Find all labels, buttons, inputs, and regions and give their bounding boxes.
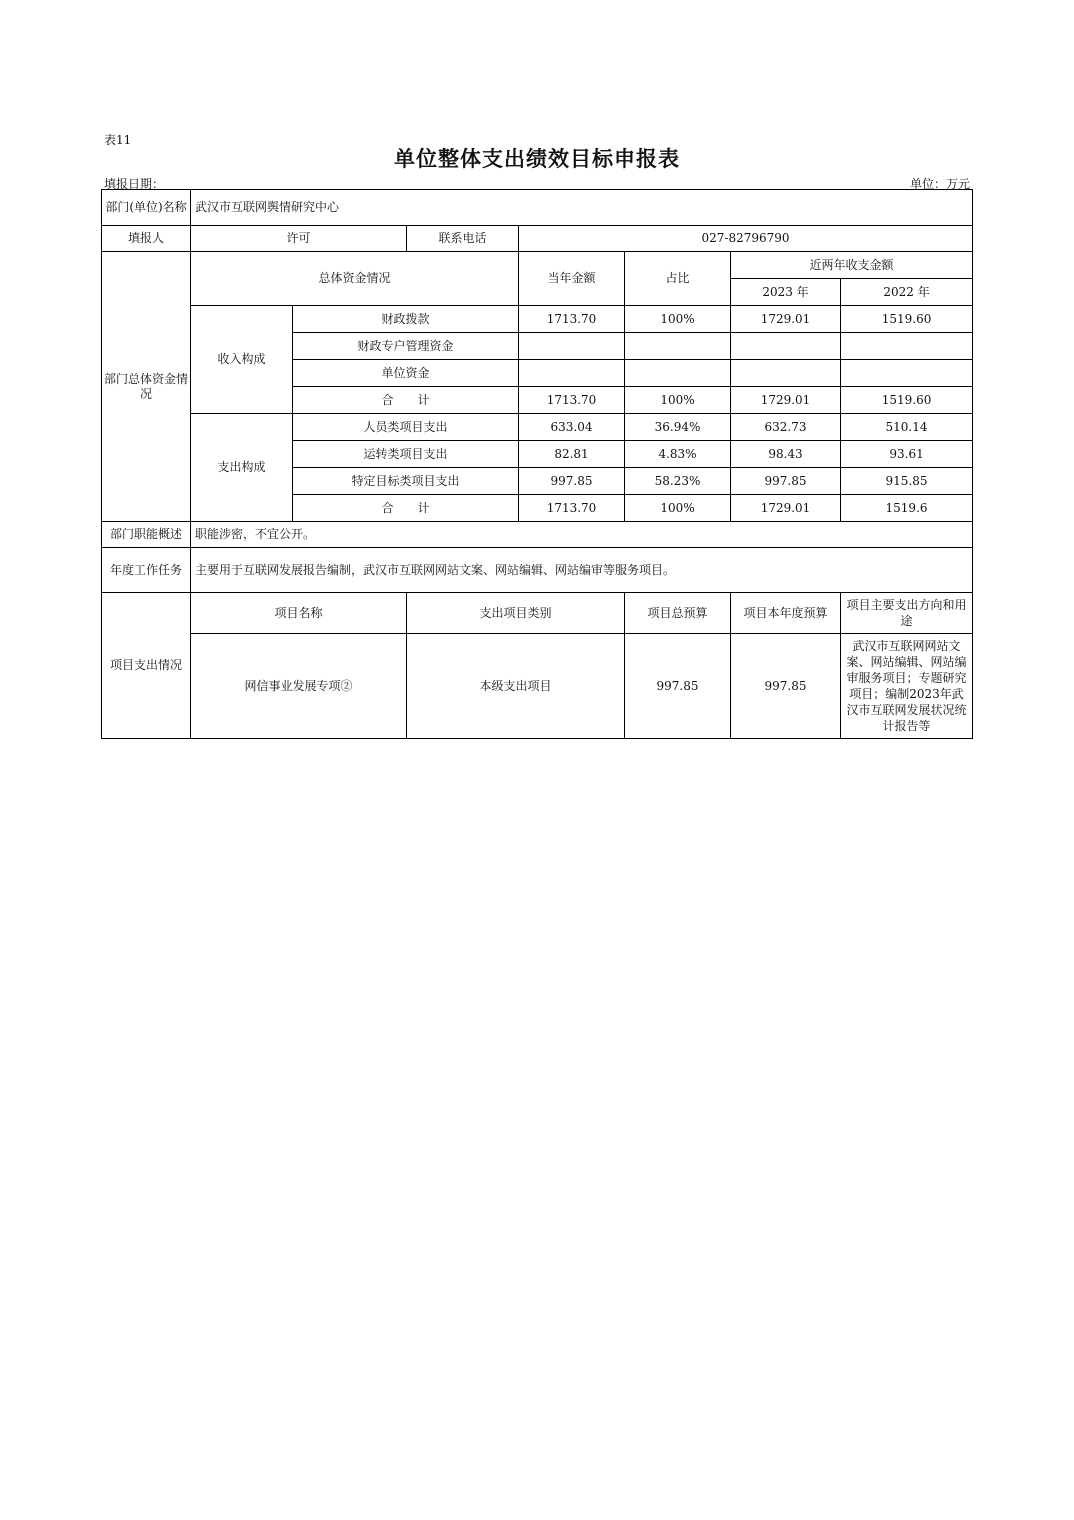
row-name: 人员类项目支出	[293, 414, 519, 441]
project-total-budget-header: 项目总预算	[625, 593, 731, 634]
page-title: 单位整体支出绩效目标申报表	[394, 146, 680, 171]
table-row	[102, 414, 973, 441]
row-2023: 98.43	[731, 441, 841, 468]
row-ratio: 58.23%	[625, 468, 731, 495]
row-2022	[841, 333, 973, 360]
project-section-label: 项目支出情况	[102, 593, 191, 739]
row-current: 1713.70	[519, 306, 625, 333]
row-name: 合 计	[293, 495, 519, 522]
row-2023: 997.85	[731, 468, 841, 495]
function-label: 部门职能概述	[102, 522, 191, 548]
row-2023	[731, 360, 841, 387]
phone-label: 联系电话	[407, 226, 519, 252]
table-number: 表11	[104, 133, 132, 147]
row-current	[519, 360, 625, 387]
row-2023: 1729.01	[731, 387, 841, 414]
row-ratio	[625, 360, 731, 387]
row-2022: 93.61	[841, 441, 973, 468]
funds-section-label: 部门总体资金情况	[102, 252, 191, 522]
phone-value: 027-82796790	[519, 226, 973, 252]
project-category-header: 支出项目类别	[407, 593, 625, 634]
current-amount-header: 当年金额	[519, 252, 625, 306]
row-2022	[841, 360, 973, 387]
row-name: 单位资金	[293, 360, 519, 387]
year-2023-header: 2023 年	[731, 279, 841, 306]
row-2023: 632.73	[731, 414, 841, 441]
row-current: 82.81	[519, 441, 625, 468]
dept-name-value: 武汉市互联网舆情研究中心	[191, 190, 973, 226]
row-ratio	[625, 333, 731, 360]
expense-composition-label: 支出构成	[191, 414, 293, 522]
row-2022: 915.85	[841, 468, 973, 495]
row-2023	[731, 333, 841, 360]
table-row	[102, 306, 973, 333]
row-current: 997.85	[519, 468, 625, 495]
project-annual-budget-header: 项目本年度预算	[731, 593, 841, 634]
row-2023: 1729.01	[731, 306, 841, 333]
row-2022: 1519.6	[841, 495, 973, 522]
row-name: 财政拨款	[293, 306, 519, 333]
project-name: 网信事业发展专项②	[191, 634, 407, 739]
project-annual-budget: 997.85	[731, 634, 841, 739]
function-text: 职能涉密，不宜公开。	[191, 522, 973, 548]
row-ratio: 100%	[625, 495, 731, 522]
year-2022-header: 2022 年	[841, 279, 973, 306]
table-row	[102, 634, 973, 739]
row-ratio: 100%	[625, 387, 731, 414]
row-ratio: 36.94%	[625, 414, 731, 441]
row-name: 特定目标类项目支出	[293, 468, 519, 495]
row-name: 运转类项目支出	[293, 441, 519, 468]
overall-funds-header: 总体资金情况	[191, 252, 519, 306]
filler-name: 许可	[191, 226, 407, 252]
project-name-header: 项目名称	[191, 593, 407, 634]
row-current: 1713.70	[519, 387, 625, 414]
dept-name-label: 部门(单位)名称	[102, 190, 191, 226]
row-current: 1713.70	[519, 495, 625, 522]
project-purpose: 武汉市互联网网站文案、网站编辑、网站编审服务项目；专题研究项目；编制2023年武汉市互联网发展状况统计报告等	[841, 634, 973, 739]
income-composition-label: 收入构成	[191, 306, 293, 414]
row-ratio: 100%	[625, 306, 731, 333]
unit-label: 单位：万元	[909, 177, 970, 191]
row-2022: 1519.60	[841, 306, 973, 333]
annual-task-label: 年度工作任务	[102, 548, 191, 593]
row-ratio: 4.83%	[625, 441, 731, 468]
row-name: 财政专户管理资金	[293, 333, 519, 360]
row-current	[519, 333, 625, 360]
filler-label: 填报人	[102, 226, 191, 252]
row-name: 合 计	[293, 387, 519, 414]
performance-target-table	[101, 189, 973, 739]
ratio-header: 占比	[625, 252, 731, 306]
row-current: 633.04	[519, 414, 625, 441]
row-2022: 510.14	[841, 414, 973, 441]
recent-years-header: 近两年收支金额	[731, 252, 973, 279]
annual-task-text: 主要用于互联网发展报告编制，武汉市互联网网站文案、网站编辑、网站编审等服务项目。	[191, 548, 973, 593]
fill-date-label: 填报日期：	[104, 177, 165, 191]
row-2022: 1519.60	[841, 387, 973, 414]
row-2023: 1729.01	[731, 495, 841, 522]
project-purpose-header: 项目主要支出方向和用途	[841, 593, 973, 634]
project-category: 本级支出项目	[407, 634, 625, 739]
project-total-budget: 997.85	[625, 634, 731, 739]
